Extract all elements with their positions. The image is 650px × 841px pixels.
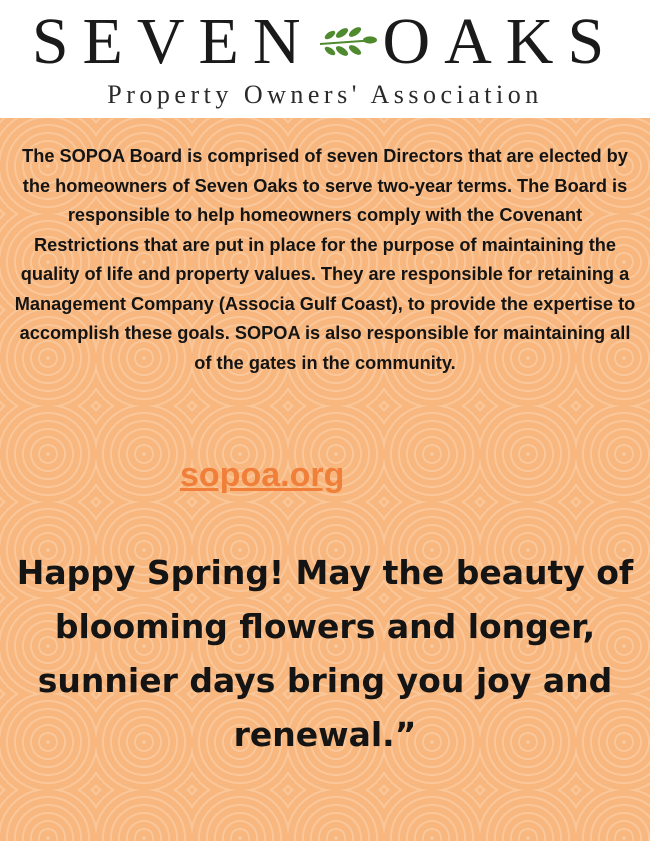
spring-greeting: Happy Spring! May the beauty of blooming flowers and longer, sunnier days bring you joy and renewal.”: [16, 553, 634, 754]
brand-subtitle: Property Owners' Association: [107, 80, 543, 109]
brand-word-oaks: OAKS: [382, 5, 619, 78]
brand-word-seven: SEVEN: [31, 5, 315, 78]
oak-leaf-icon: [316, 22, 380, 62]
content-panel: [0, 118, 650, 841]
website-link[interactable]: sopoa.org: [180, 456, 345, 494]
board-description: The SOPOA Board is comprised of seven Directors that are elected by the homeowners of Seven Oaks to serve two-year terms. The Board is responsible to help homeowners comply with the Covenant Restrictions that are put in place for the purpose of maintaining the quality of life and property values. They are responsible for retaining a Management Company (Associa Gulf Coast), to provide the expertise to accomplish these goals. SOPOA is also responsible for maintaining all of the gates in the community.: [14, 146, 636, 373]
brand-logo: [0, 6, 650, 78]
header: [0, 0, 650, 118]
